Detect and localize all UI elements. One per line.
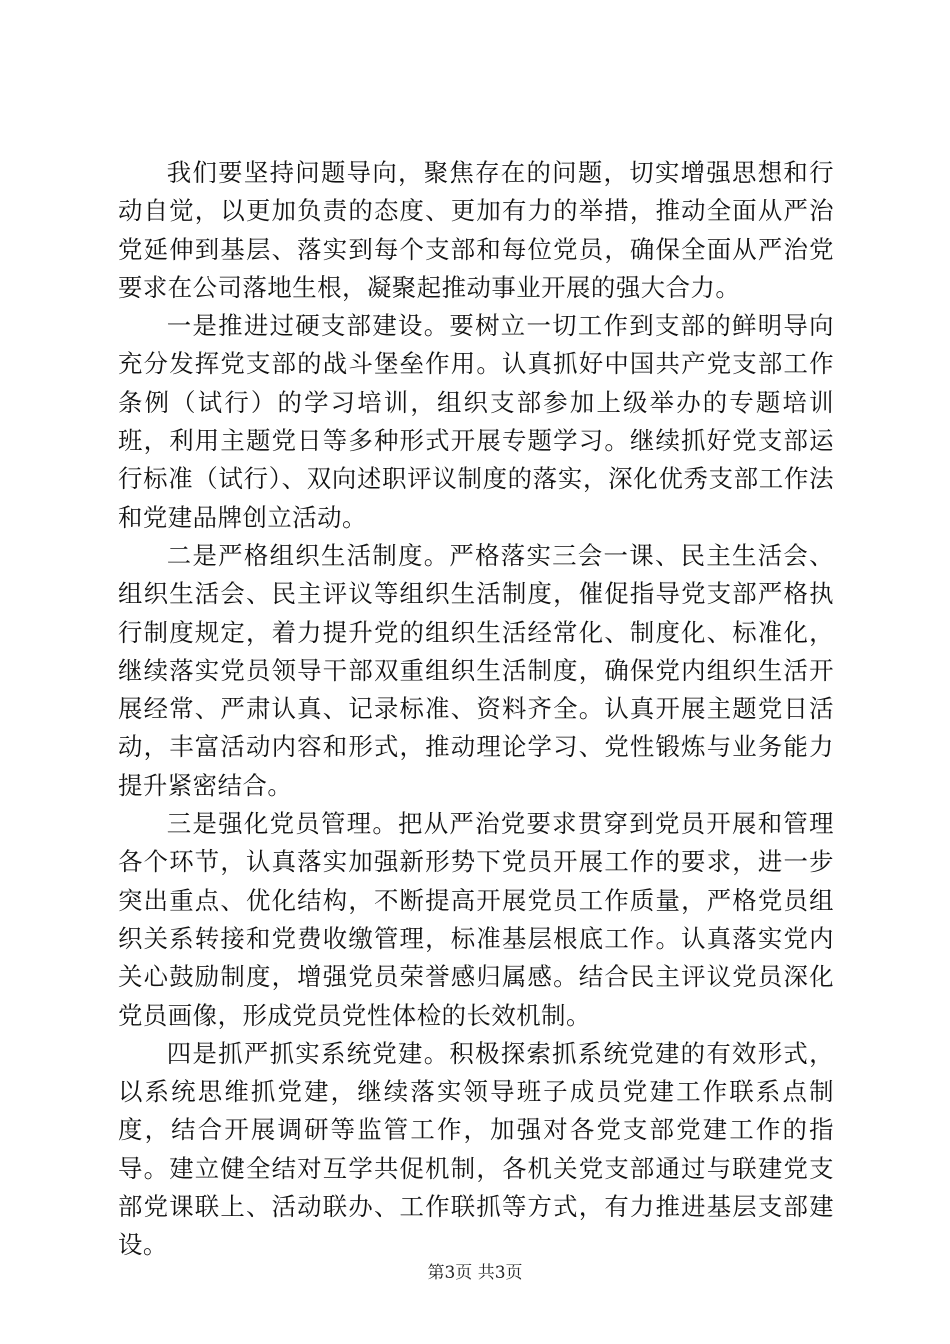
paragraph-point-three: 三是强化党员管理。把从严治党要求贯穿到党员开展和管理各个环节，认真落实加强新形势下党员开展工作的要求，进一步突出重点、优化结构，不断提高开展党员工作质量，严格党员组织关系转接和党费收缴管理，标准基层根底工作。认真落实党内关心鼓励制度，增强党员荣誉感归属感。结合民主评议党员深化党员画像，形成党员党性体检的长效机制。 (118, 809, 834, 1030)
document-body (118, 154, 834, 1265)
page-footer (0, 1262, 950, 1284)
page-number-label: 第3页 共3页 (427, 1263, 523, 1283)
paragraph-point-two: 二是严格组织生活制度。严格落实三会一课、民主生活会、组织生活会、民主评议等组织生活制度，催促指导党支部严格执行制度规定，着力提升党的组织生活经常化、制度化、标准化，继续落实党员领导干部双重组织生活制度，确保党内组织生活开展经常、严肃认真、记录标准、资料齐全。认真开展主题党日活动，丰富活动内容和形式，推动理论学习、党性锻炼与业务能力提升紧密结合。 (118, 540, 834, 800)
paragraph-intro: 我们要坚持问题导向，聚焦存在的问题，切实增强思想和行动自觉，以更加负责的态度、更加有力的举措，推动全面从严治党延伸到基层、落实到每个支部和每位党员，确保全面从严治党要求在公司落地生根，凝聚起推动事业开展的强大合力。 (118, 158, 834, 302)
paragraph-point-one: 一是推进过硬支部建设。要树立一切工作到支部的鲜明导向充分发挥党支部的战斗堡垒作用。认真抓好中国共产党支部工作条例（试行）的学习培训，组织支部参加上级举办的专题培训班，利用主题党日等多种形式开展专题学习。继续抓好党支部运行标准（试行）、双向述职评议制度的落实，深化优秀支部工作法和党建品牌创立活动。 (118, 311, 834, 532)
paragraph-point-four: 四是抓严抓实系统党建。积极探索抓系统党建的有效形式，以系统思维抓党建，继续落实领导班子成员党建工作联系点制度，结合开展调研等监管工作，加强对各党支部党建工作的指导。建立健全结对互学共促机制，各机关党支部通过与联建党支部党课联上、活动联办、工作联抓等方式，有力推进基层支部建设。 (118, 1038, 834, 1260)
